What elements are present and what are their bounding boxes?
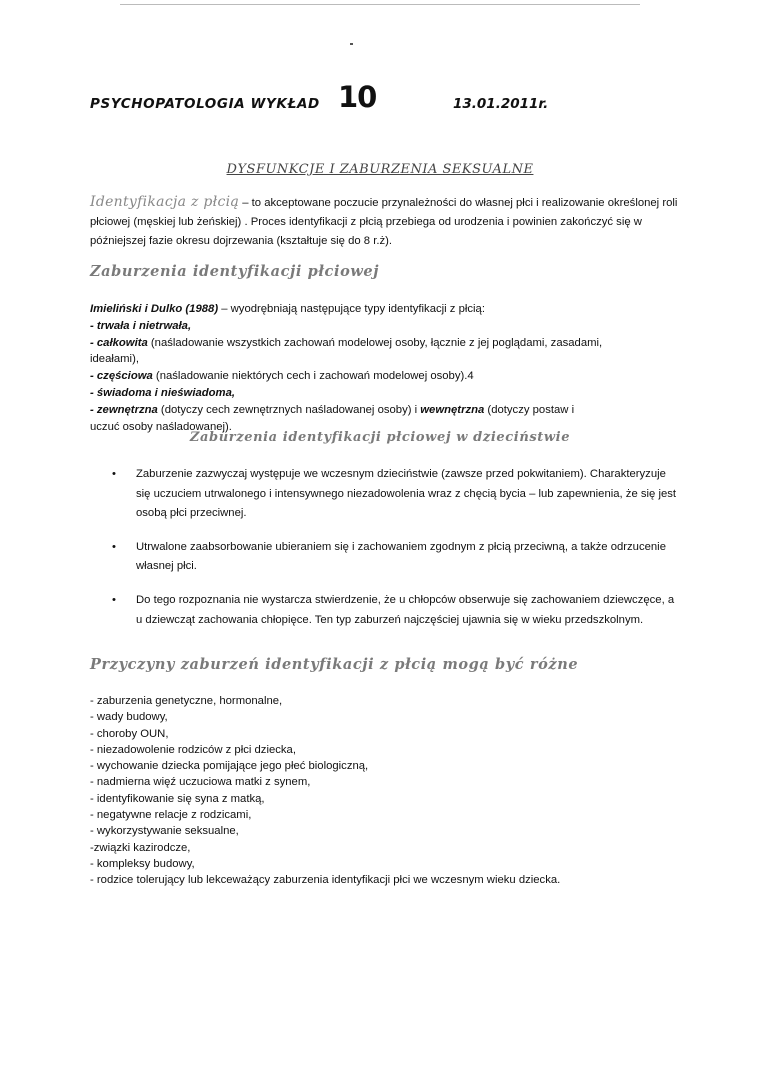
section-heading-causes: Przyczyny zaburzeń identyfikacji z płcią mogą być różne xyxy=(90,656,579,673)
scan-artifact-dot xyxy=(350,43,353,45)
list-item: - negatywne relacje z rodzicami, xyxy=(90,809,252,822)
list-item: - wady budowy, xyxy=(90,711,168,724)
intro-paragraph xyxy=(90,193,680,251)
type-item-conscious: - świadoma i nieświadoma, xyxy=(90,386,236,399)
type-text-external: (dotyczy cech zewnętrznych naśladowanej osoby) i xyxy=(157,403,421,416)
list-item xyxy=(112,465,682,524)
list-item: - choroby OUN, xyxy=(90,727,169,740)
type-item-external-cont: uczuć osoby naśladowanej). xyxy=(90,420,232,433)
section-heading-gender-identity-disorders: Zaburzenia identyfikacji płciowej xyxy=(90,263,380,280)
bullet-text: Utrwalone zaabsorbowanie ubieraniem się i zachowaniem zgodnym z płcią przeciwną, a także odrzucenie własnej płci. xyxy=(136,540,666,573)
handwritten-lecture-number: 10 xyxy=(338,80,377,114)
list-item: - niezadowolenie rodziców z płci dziecka, xyxy=(90,743,296,756)
document-header xyxy=(90,80,690,120)
type-term-partial: - częściowa xyxy=(90,370,153,383)
header-title: PSYCHOPATOLOGIA WYKŁAD xyxy=(90,96,320,112)
list-item xyxy=(112,538,682,577)
bullet-icon: • xyxy=(112,540,116,553)
list-item: - wychowanie dziecka pomijające jego płeć biologiczną, xyxy=(90,760,369,773)
list-item: - rodzice tolerujący lub lekceważący zaburzenia identyfikacji płci we wczesnym wieku dziecka. xyxy=(90,874,561,887)
type-item-permanent: - trwała i nietrwała, xyxy=(90,319,192,332)
type-item-complete-cont: ideałami), xyxy=(90,353,139,366)
scan-artifact-line xyxy=(120,4,640,5)
types-intro-line xyxy=(90,301,680,318)
authors: Imieliński i Dulko (1988) xyxy=(90,303,219,315)
type-term-complete: - całkowita xyxy=(90,336,148,349)
bullet-text: Do tego rozpoznania nie wystarcza stwierdzenie, że u chłopców obserwuje się zachowaniem dziewczęce, a u dziewcząt zachowania chłopięce. Ten typ zaburzeń najczęściej ujawnia się w wieku przedszkolnym. xyxy=(136,593,675,626)
bullet-icon: • xyxy=(112,593,116,606)
type-text-partial: (naśladowanie niektórych cech i zachowań modelowej osoby).4 xyxy=(152,370,474,383)
list-item: - nadmierna więź uczuciowa matki z synem, xyxy=(90,776,311,789)
childhood-bullet-list xyxy=(112,465,682,644)
type-item-complete xyxy=(90,335,680,352)
authors-rest: – wyodrębniają następujące typy identyfikacji z płcią: xyxy=(218,303,485,315)
bullet-text: Zaburzenie zazwyczaj występuje we wczesnym dzieciństwie (zawsze przed pokwitaniem). Charakteryzuje się uczuciem utrwalonego i intensywnego niezadowolenia wraz z chęcią bycia – lub zapewnienia, że się jest osobą płci przeciwnej. xyxy=(136,468,677,520)
type-item-external xyxy=(90,402,680,419)
header-date: 13.01.2011r. xyxy=(453,96,549,112)
list-item: - wykorzystywanie seksualne, xyxy=(90,825,239,838)
list-item: -związki kazirodcze, xyxy=(90,841,191,854)
type-text-internal: (dotyczy postaw i xyxy=(484,403,575,416)
type-item-partial xyxy=(90,368,680,385)
list-item xyxy=(112,591,682,630)
list-item: - identyfikowanie się syna z matką, xyxy=(90,792,265,805)
causes-list xyxy=(90,693,680,889)
type-text-complete: (naśladowanie wszystkich zachowań modelowej osoby, łącznie z jej poglądami, zasadami, xyxy=(147,336,603,349)
bullet-icon: • xyxy=(112,468,116,480)
intro-text: – to akceptowane poczucie przynależności do własnej płci i realizowanie określonej roli płciowej (męskiej lub żeńskiej) . Proces identyfikacji z płcią przebiega od urodzenia i powinien zakończyć się w późniejszej fazie okresu dojrzewania (kształtuje się do 8 r.ż). xyxy=(90,197,678,247)
section-heading-childhood: Zaburzenia identyfikacji płciowej w dzieciństwie xyxy=(189,430,571,445)
list-item: - zaburzenia genetyczne, hormonalne, xyxy=(90,695,283,707)
type-term-internal: wewnętrzna xyxy=(420,403,485,416)
identification-types-list xyxy=(90,301,680,435)
type-term-external: - zewnętrzna xyxy=(90,403,158,416)
list-item: - kompleksy budowy, xyxy=(90,857,195,870)
intro-term: Identyfikacja z płcią xyxy=(90,194,240,210)
main-title: DYSFUNKCJE I ZABURZENIA SEKSUALNE xyxy=(226,162,534,177)
